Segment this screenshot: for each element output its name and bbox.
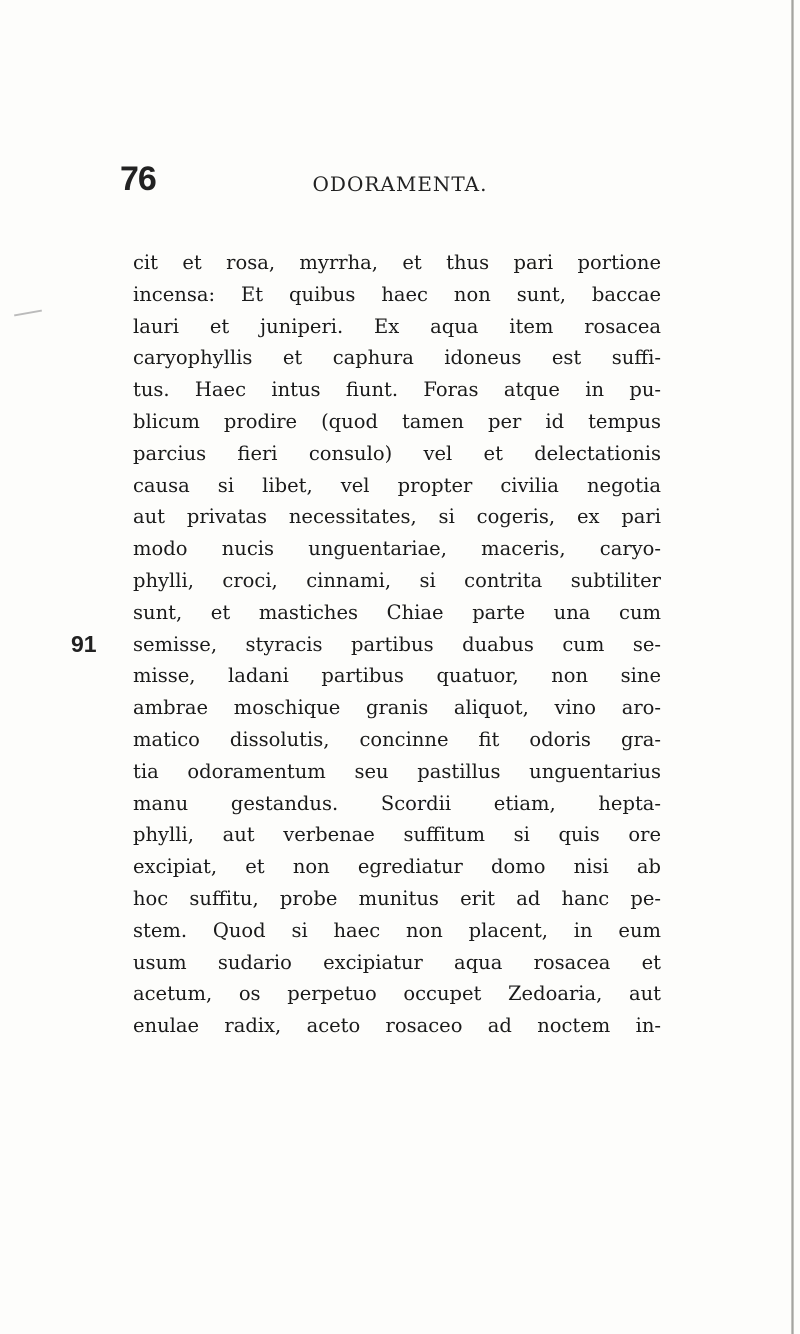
page-number: 76 [120,160,156,198]
margin-number: 91 [71,630,97,657]
page-edge [791,0,794,1334]
text-line: tus. Haec intus fiunt. Foras atque in pu- [133,378,661,402]
text-line: tia odoramentum seu pastillus unguentarius [133,759,661,783]
text-line: excipiat, et non egrediatur domo nisi ab [133,855,661,879]
text-line-with-margin-number [71,629,661,661]
text-line: misse, ladani partibus quatuor, non sine [133,664,661,688]
text-line: modo nucis unguentariae, maceris, caryo- [133,537,661,561]
text-line: acetum, os perpetuo occupet Zedoaria, aut [133,982,661,1006]
text-line: matico dissolutis, concinne fit odoris gra- [133,727,661,751]
text-line: aut privatas necessitates, si cogeris, ex pari [133,505,661,529]
text-line: causa si libet, vel propter civilia negotia [133,473,661,497]
text-line: parcius fieri consulo) vel et delectationis [133,441,661,465]
text-line: incensa: Et quibus haec non sunt, baccae [133,282,661,306]
text-line: manu gestandus. Scordii etiam, hepta- [133,791,661,815]
text-line: hoc suffitu, probe munitus erit ad hanc pe- [133,886,661,910]
text-line: phylli, croci, cinnami, si contrita subtiliter [133,568,661,592]
text-line: sunt, et mastiches Chiae parte una cum [133,600,661,624]
text-line: blicum prodire (quod tamen per id tempus [133,409,661,433]
text-line: caryophyllis et caphura idoneus est suffi- [133,346,661,370]
text-line: enulae radix, aceto rosaceo ad noctem in- [133,1014,661,1038]
body-text [71,247,661,1042]
text-line: ambrae moschique granis aliquot, vino aro- [133,696,661,720]
text-line: semisse, styracis partibus duabus cum se- [133,632,661,656]
text-line: usum sudario excipiatur aqua rosacea et [133,950,661,974]
ink-mark [14,310,42,317]
text-line: lauri et juniperi. Ex aqua item rosacea [133,314,661,338]
text-line: stem. Quod si haec non placent, in eum [133,918,661,942]
text-line: cit et rosa, myrrha, et thus pari portione [133,251,661,274]
page-header [120,160,680,200]
running-head: ODORAMENTA. [312,172,488,196]
text-line: phylli, aut verbenae suffitum si quis ore [133,823,661,847]
